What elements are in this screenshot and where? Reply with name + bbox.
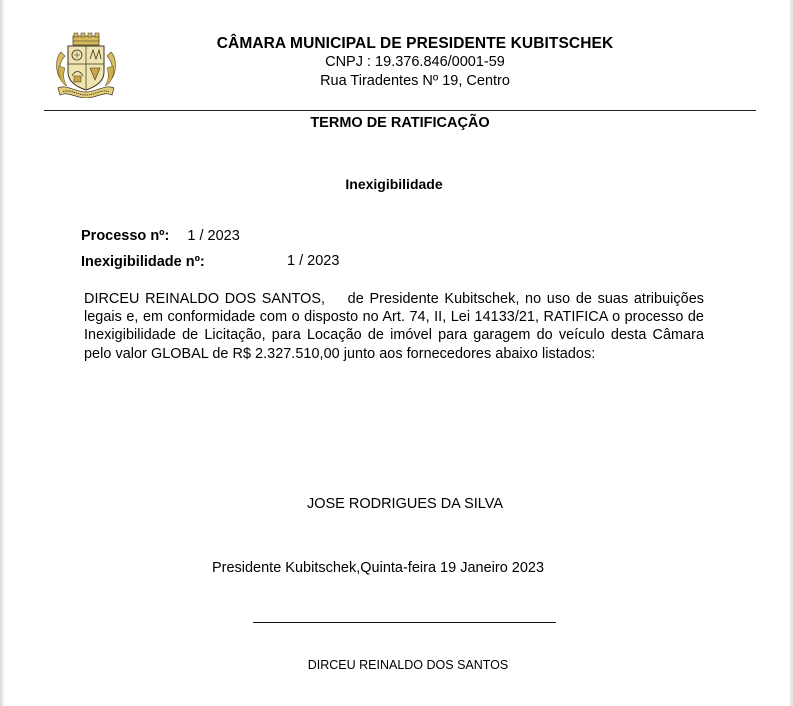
ratification-paragraph: DIRCEU REINALDO DOS SANTOS, de Presidente Kubitschek, no uso de suas atribuições legais e, em conformidade com o disposto no Art. 74, II, Lei 14133/21, RATIFICA o processo de Inexigibilidade de Licitação, para Locação de imóvel para garagem do veículo desta Câmara pelo valor GLOBAL de R$ 2.327.510,00 junto aos fornecedores abaixo listados:	[84, 291, 709, 362]
organization-name: CÂMARA MUNICIPAL DE PRESIDENTE KUBITSCHEK	[216, 35, 614, 52]
cnpj-line: CNPJ : 19.376.846/0001-59	[325, 54, 505, 70]
address-line: Rua Tiradentes Nº 19, Centro	[320, 73, 510, 89]
inexigibility-number-value: 1 / 2023	[287, 253, 340, 269]
signature-line	[253, 622, 556, 623]
process-number-field	[81, 228, 240, 244]
supplier-name: JOSE RODRIGUES DA SILVA	[306, 496, 504, 512]
inexigibility-number-field	[81, 254, 205, 270]
signer-name: DIRCEU REINALDO DOS SANTOS	[307, 658, 509, 672]
document-subtitle: Inexigibilidade	[345, 176, 443, 192]
process-number-value: 1 / 2023	[187, 228, 240, 244]
coat-of-arms-seal	[55, 32, 117, 98]
inexigibility-number-label: Inexigibilidade nº:	[81, 254, 205, 270]
process-number-label: Processo nº:	[81, 228, 170, 244]
header-divider	[44, 110, 756, 111]
page-left-edge	[0, 0, 4, 706]
document-title: TERMO DE RATIFICAÇÃO	[310, 115, 490, 131]
document-header	[180, 35, 650, 91]
place-and-date: Presidente Kubitschek,Quinta-feira 19 Janeiro 2023	[211, 560, 545, 576]
